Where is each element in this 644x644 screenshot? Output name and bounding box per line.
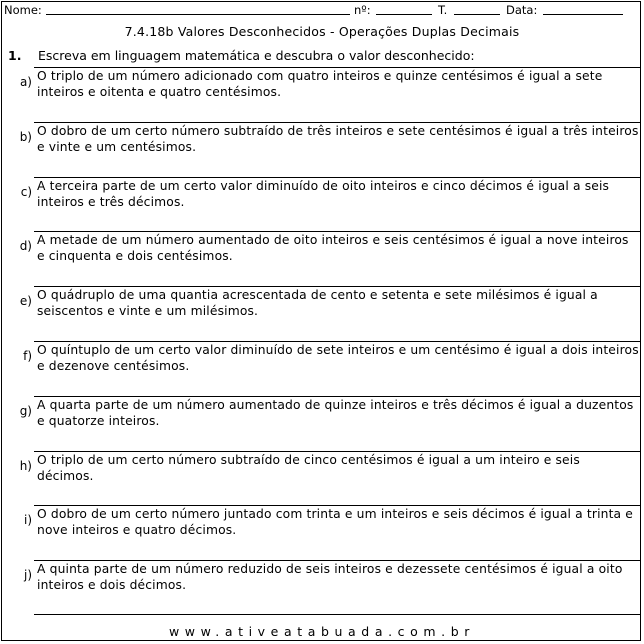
question-text: A metade de um número aumentado de oito inteiros e seis centésimos é igual a nove inteiros e cinquenta e dois centésimos. <box>37 233 629 263</box>
question-text: O quíntuplo de um certo valor diminuído de sete inteiros e um centésimo é igual a dois inteiros e dezenove centésimos. <box>37 343 639 373</box>
worksheet-title: 7.4.18b Valores Desconhecidos - Operações Duplas Decimais <box>124 24 520 39</box>
date-field[interactable] <box>543 2 623 15</box>
question-label: h) <box>19 459 32 473</box>
instruction-text: Escreva em linguagem matemática e descubra o valor desconhecido: <box>38 48 475 63</box>
answer-line <box>34 614 640 615</box>
question-label: c) <box>20 185 32 199</box>
question-text: A quinta parte de um número reduzido de seis inteiros e dezessete centésimos é igual a oito inteiros e dois décimos. <box>37 562 623 592</box>
question-text: A terceira parte de um certo valor diminuído de oito inteiros e cinco décimos é igual a seis inteiros e três décimos. <box>37 179 610 209</box>
question-text: A quarta parte de um número aumentado de quinze inteiros e três décimos é igual a duzentos e quatorze inteiros. <box>37 398 634 428</box>
name-label: Nome: <box>4 3 42 17</box>
question-label: j) <box>23 568 32 582</box>
class-field[interactable] <box>454 2 500 15</box>
number-field[interactable] <box>376 2 432 15</box>
question-text: O dobro de um certo número juntado com trinta e um inteiros e seis décimos é igual a trinta e nove inteiros e quatro décimos. <box>37 507 634 537</box>
name-field[interactable] <box>46 2 350 15</box>
student-header <box>2 2 640 18</box>
question-text: O quádruplo de uma quantia acrescentada de cento e setenta e sete milésimos é igual a seiscentos e vinte e um milésimos. <box>37 288 598 318</box>
instruction <box>8 48 475 63</box>
question-label: e) <box>19 294 32 308</box>
number-label: nº: <box>354 3 371 17</box>
footer-website: www.ativeatabuada.com.br <box>168 624 476 639</box>
date-label: Data: <box>506 3 538 17</box>
question-text: O triplo de um certo número subtraído de cinco centésimos é igual a um inteiro e seis décimos. <box>37 453 580 483</box>
question-text: O triplo de um número adicionado com quatro inteiros e quinze centésimos é igual a sete inteiros e oitenta e quatro centésimos. <box>37 69 603 99</box>
question-label: d) <box>19 239 32 253</box>
instruction-number: 1. <box>8 48 22 63</box>
question-label: f) <box>23 349 32 363</box>
class-label: T. <box>438 3 448 17</box>
question-label: g) <box>19 404 32 418</box>
question-label: b) <box>19 130 32 144</box>
question-label: a) <box>19 75 32 89</box>
question-text: O dobro de um certo número subtraído de três inteiros e sete centésimos é igual a três inteiros e vinte e um centésimos. <box>37 124 639 154</box>
question-label: i) <box>23 513 32 527</box>
